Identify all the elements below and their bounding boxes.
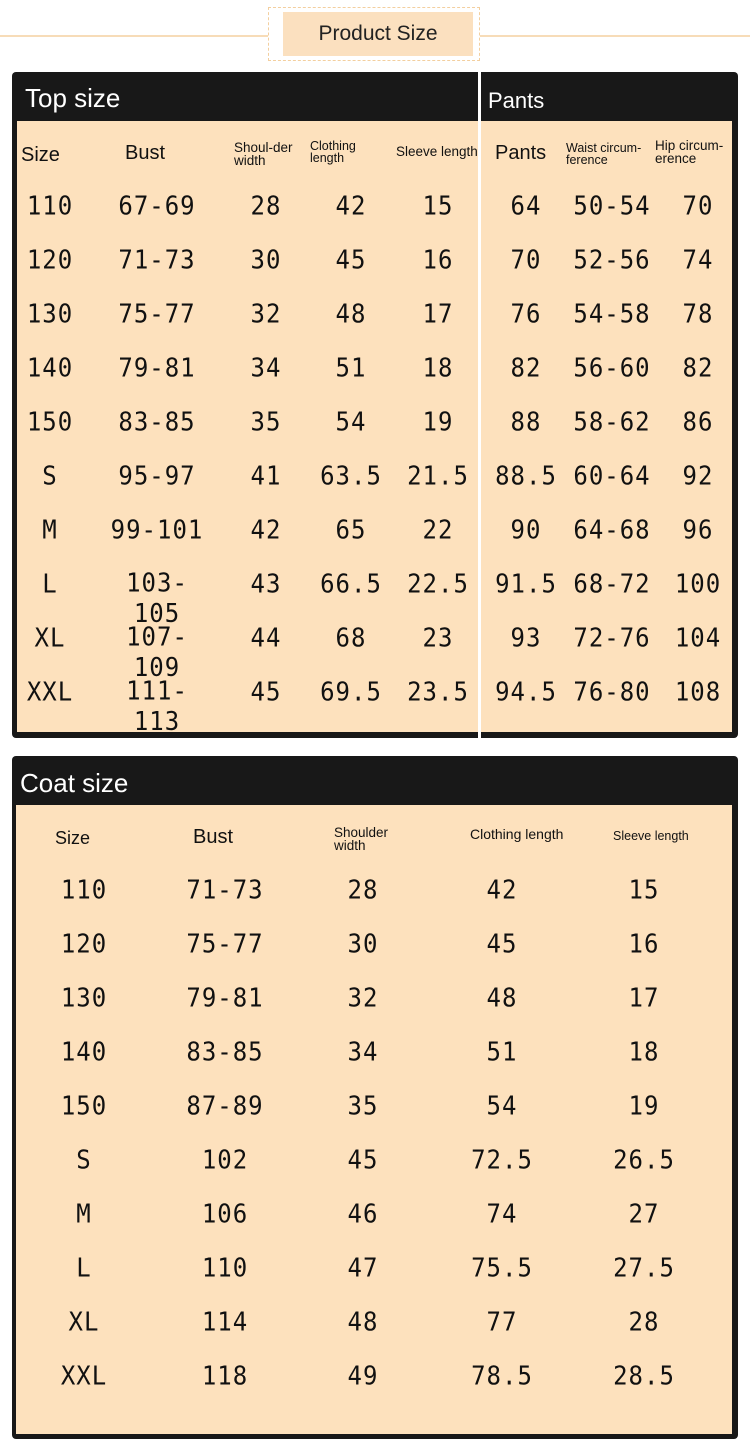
coat-table-cell: S [76,1144,92,1176]
top-table-cell: 68-72 [573,568,651,600]
top-table-cell: 83-85 [118,406,196,438]
top-table-cell: 45 [335,244,367,276]
top-table-cell: 23.5 [407,676,469,708]
top-table-cell: 150 [26,406,74,438]
header-pants: Pants [495,142,547,164]
coat-table-cell: 114 [201,1306,249,1338]
coat-table-cell: 79-81 [186,982,264,1014]
top-table-cell: 99-101 [110,514,204,546]
coat-header-clothing-length: Clothing length [470,826,564,842]
coat-table-cell: 120 [60,928,108,960]
coat-table-cell: 28 [347,874,379,906]
coat-table-cell: 35 [347,1090,379,1122]
top-table-cell: 48 [335,298,367,330]
top-size-title: Top size [25,83,121,113]
coat-table-cell: 28 [628,1306,660,1338]
banner-title: Product Size [283,12,473,56]
top-table-cell: 23 [422,622,454,654]
header-size: Size [21,144,60,166]
top-table-cell: 56-60 [573,352,651,384]
top-table-cell: 22.5 [407,568,469,600]
top-table-cell: 58-62 [573,406,651,438]
top-table-cell: 17 [422,298,454,330]
top-table-cell: 51 [335,352,367,384]
top-size-panel [12,72,738,738]
top-table-cell: 67-69 [118,190,196,222]
top-table-cell: 68 [335,622,367,654]
top-table-cell: 107-109 [126,621,188,683]
top-table-cell: 95-97 [118,460,196,492]
coat-table-cell: 49 [347,1360,379,1392]
coat-table-cell: 32 [347,982,379,1014]
coat-table-cell: 46 [347,1198,379,1230]
top-table-cell: 69.5 [320,676,382,708]
coat-header-bust: Bust [193,826,234,848]
coat-table-cell: 75.5 [471,1252,533,1284]
top-table-cell: 30 [250,244,282,276]
coat-table-cell: 140 [60,1036,108,1068]
top-table-cell: 28 [250,190,282,222]
coat-table-cell: 27.5 [613,1252,675,1284]
top-table-cell: 34 [250,352,282,384]
top-table-cell: 41 [250,460,282,492]
top-table-cell: 86 [682,406,714,438]
coat-table-cell: 27 [628,1198,660,1230]
top-table-cell: M [42,514,58,546]
top-table-cell: 108 [674,676,722,708]
coat-table-cell: XXL [60,1360,108,1392]
coat-table-cell: 45 [486,928,518,960]
top-table-cell: 82 [510,352,542,384]
top-table-cell: 100 [674,568,722,600]
top-table-cell: 82 [682,352,714,384]
top-table-cell: 140 [26,352,74,384]
pants-title: Pants [488,88,545,113]
top-table-cell: 32 [250,298,282,330]
coat-table-cell: 48 [347,1306,379,1338]
top-table-cell: 15 [422,190,454,222]
top-table-cell: 54 [335,406,367,438]
coat-table-cell: 42 [486,874,518,906]
coat-table-cell: 19 [628,1090,660,1122]
top-table-cell: 64 [510,190,542,222]
coat-header-size: Size [55,828,91,848]
top-table-cell: 22 [422,514,454,546]
coat-table-cell: 77 [486,1306,518,1338]
top-table-cell: S [42,460,58,492]
top-table-cell: 78 [682,298,714,330]
coat-table-cell: 71-73 [186,874,264,906]
top-table-cell: XL [34,622,66,654]
top-table-cell: 16 [422,244,454,276]
header-sleeve-length: Sleeve length [396,144,478,159]
top-table-cell: 91.5 [495,568,557,600]
top-table-cell: 50-54 [573,190,651,222]
coat-table-cell: 72.5 [471,1144,533,1176]
top-table-cell: 111-113 [126,675,188,737]
top-table-cell: 65 [335,514,367,546]
top-table-cell: 60-64 [573,460,651,492]
header-hip-circumference: Hip circum-erence [655,138,724,166]
coat-table-cell: 130 [60,982,108,1014]
header-shoulder-width: Shoul-der width [234,140,293,168]
coat-table-cell: 15 [628,874,660,906]
header-clothing-length: Clothing length [310,139,356,165]
top-table-cell: 44 [250,622,282,654]
coat-table-cell: 26.5 [613,1144,675,1176]
top-table-cell: 120 [26,244,74,276]
coat-table-cell: 78.5 [471,1360,533,1392]
top-table-cell: 75-77 [118,298,196,330]
coat-table-cell: 51 [486,1036,518,1068]
top-table-cell: 71-73 [118,244,196,276]
coat-table-cell: 48 [486,982,518,1014]
coat-table-cell: 87-89 [186,1090,264,1122]
top-table-cell: 94.5 [495,676,557,708]
coat-table-cell: 75-77 [186,928,264,960]
top-table-cell: 96 [682,514,714,546]
top-table-cell: 104 [674,622,722,654]
coat-table-cell: 106 [201,1198,249,1230]
coat-table-cell: 28.5 [613,1360,675,1392]
top-table-cell: XXL [26,676,74,708]
coat-table-cell: L [76,1252,92,1284]
top-table-cell: 43 [250,568,282,600]
top-table-cell: 92 [682,460,714,492]
top-table-cell: 90 [510,514,542,546]
top-table-cell: 72-76 [573,622,651,654]
coat-table-cell: M [76,1198,92,1230]
coat-table-cell: 18 [628,1036,660,1068]
top-table-cell: 70 [510,244,542,276]
coat-table-cell: 54 [486,1090,518,1122]
top-table-cell: 63.5 [320,460,382,492]
coat-table-cell: 150 [60,1090,108,1122]
top-table-cell: 88.5 [495,460,557,492]
top-table-cell: 21.5 [407,460,469,492]
top-table-cell: 74 [682,244,714,276]
top-table-cell: 64-68 [573,514,651,546]
top-table-cell: 93 [510,622,542,654]
top-table-cell: 103-105 [126,567,188,629]
coat-table-cell: 34 [347,1036,379,1068]
top-table-cell: 76-80 [573,676,651,708]
top-table-cell: 35 [250,406,282,438]
coat-header-sleeve-length: Sleeve length [613,829,689,843]
top-table-cell: 70 [682,190,714,222]
coat-table-cell: 102 [201,1144,249,1176]
top-table-cell: 130 [26,298,74,330]
coat-table-cell: 74 [486,1198,518,1230]
coat-table-cell: 16 [628,928,660,960]
coat-table-cell: 45 [347,1144,379,1176]
header-waist-circumference: Waist circum-ference [566,141,642,167]
top-table-cell: 18 [422,352,454,384]
top-table-cell: 42 [335,190,367,222]
top-table-cell: 76 [510,298,542,330]
coat-size-title: Coat size [20,768,129,798]
coat-table-cell: 118 [201,1360,249,1392]
top-table-cell: L [42,568,58,600]
top-table-cell: 110 [26,190,74,222]
coat-header-shoulder-width: Shoulder width [334,825,389,853]
coat-table-cell: 83-85 [186,1036,264,1068]
coat-table-cell: 30 [347,928,379,960]
top-table-cell: 45 [250,676,282,708]
coat-table-cell: 110 [60,874,108,906]
top-table-cell: 19 [422,406,454,438]
top-table-cell: 52-56 [573,244,651,276]
header-bust: Bust [125,142,166,164]
top-table-cell: 42 [250,514,282,546]
coat-table-cell: XL [68,1306,100,1338]
top-table-cell: 88 [510,406,542,438]
top-table-cell: 54-58 [573,298,651,330]
coat-table-cell: 17 [628,982,660,1014]
top-table-cell: 66.5 [320,568,382,600]
coat-table-cell: 47 [347,1252,379,1284]
coat-table-cell: 110 [201,1252,249,1284]
top-table-cell: 79-81 [118,352,196,384]
coat-size-panel [12,756,738,1439]
